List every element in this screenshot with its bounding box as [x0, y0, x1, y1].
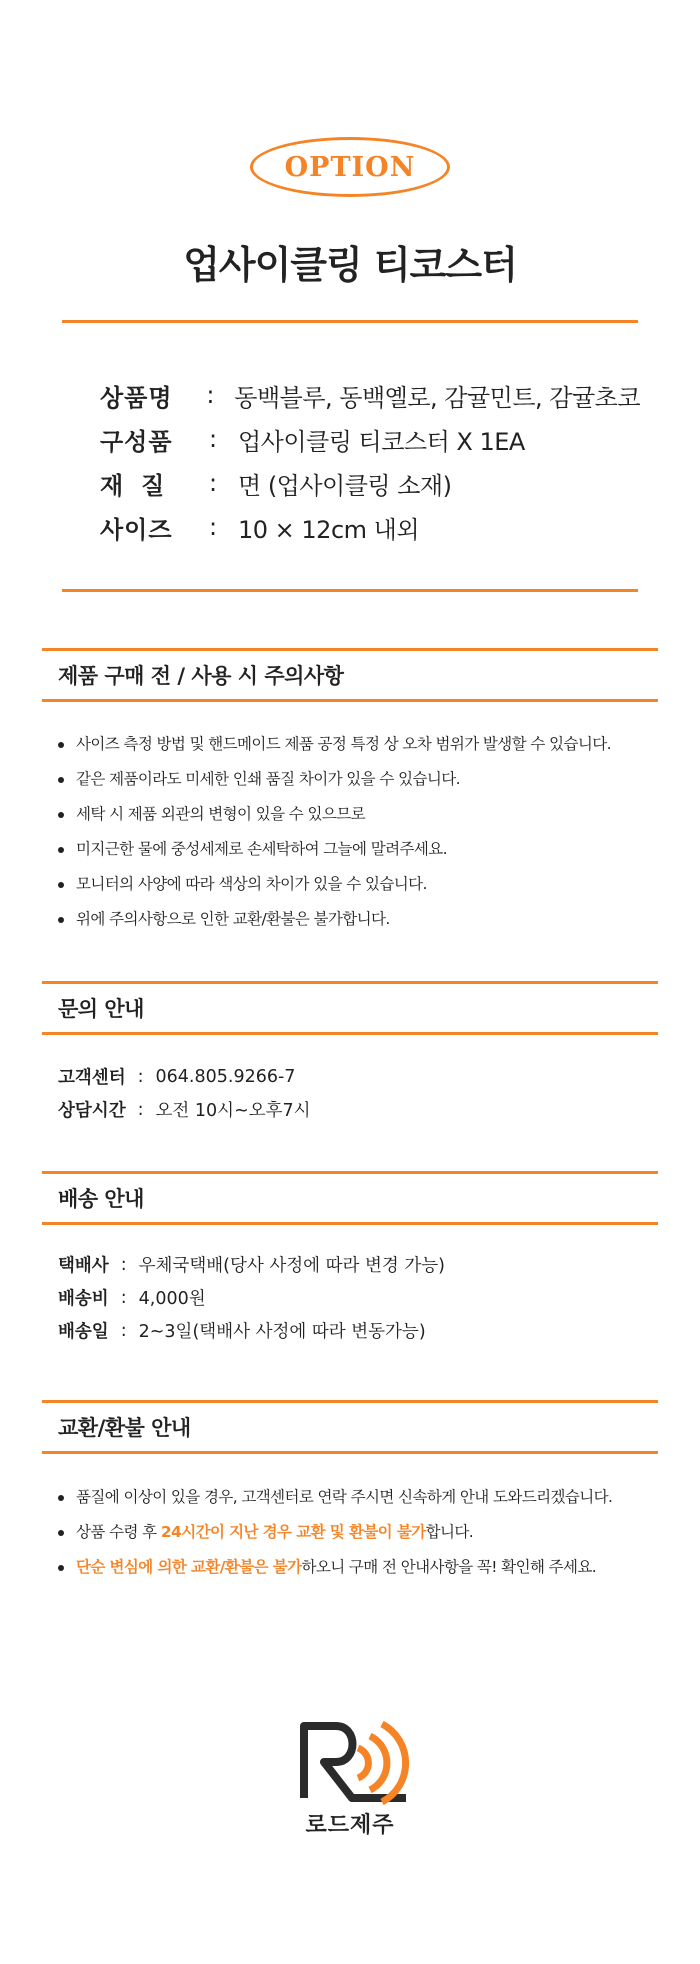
- option-badge: OPTION: [250, 137, 450, 197]
- list-text: 상품 수령 후: [76, 1523, 161, 1541]
- spec-label: 재질: [100, 471, 183, 500]
- info-colon: :: [120, 1320, 127, 1341]
- info-row-delivery-days: [58, 1314, 658, 1347]
- shipping-rows: [58, 1248, 658, 1347]
- highlight-text: 단순 변심에 의한 교환/환불은 불가: [76, 1558, 302, 1576]
- highlight-text: 24시간이 지난 경우 교환 및 환불이 불가: [160, 1523, 426, 1541]
- list-item: 세탁 시 제품 외관의 변형이 있을 수 있으므로: [58, 797, 668, 832]
- info-value: 우체국택배(당사 사정에 따라 변경 가능): [138, 1256, 446, 1276]
- info-value: 064.805.9266-7: [155, 1066, 296, 1087]
- info-value: 오전 10시~오후7시: [155, 1101, 311, 1121]
- spec-colon: :: [208, 469, 218, 497]
- shipping-section-title: 배송 안내: [42, 1171, 658, 1225]
- spec-value: 면 (업사이클링 소재): [238, 471, 452, 500]
- spec-row-components: [100, 417, 640, 461]
- spec-label: 상품명: [100, 383, 173, 412]
- list-text: 합니다.: [425, 1523, 474, 1541]
- list-item: 위에 주의사항으로 인한 교환/환불은 불가합니다.: [58, 902, 668, 937]
- exchange-list: [58, 1480, 668, 1585]
- spec-value: 10 × 12cm 내외: [238, 515, 420, 544]
- spec-colon: :: [206, 381, 215, 409]
- info-row-courier: [58, 1248, 658, 1281]
- list-item: 품질에 이상이 있을 경우, 고객센터로 연락 주시면 신속하게 안내 도와드리겠습니다.: [58, 1480, 668, 1515]
- spec-label: 사이즈: [100, 515, 173, 544]
- spec-row-size: [100, 505, 640, 549]
- exchange-section-title: 교환/환불 안내: [42, 1400, 658, 1454]
- spec-label: 구성품: [100, 427, 173, 456]
- list-item: 미지근한 물에 중성세제로 손세탁하여 그늘에 말려주세요.: [58, 832, 668, 867]
- info-row-customer-center: [58, 1060, 658, 1093]
- caution-section-title: 제품 구매 전 / 사용 시 주의사항: [42, 648, 658, 702]
- list-item: 모니터의 사양에 따라 색상의 차이가 있을 수 있습니다.: [58, 867, 668, 902]
- list-item: [58, 1550, 668, 1585]
- spec-colon: :: [208, 513, 218, 541]
- info-row-fee: [58, 1281, 658, 1314]
- info-label: 택배사: [58, 1256, 109, 1276]
- info-colon: :: [137, 1066, 144, 1087]
- spec-value: 동백블루, 동백옐로, 감귤민트, 감귤초코: [234, 383, 640, 412]
- list-item: 같은 제품이라도 미세한 인쇄 품질 차이가 있을 수 있습니다.: [58, 762, 668, 797]
- info-label: 배송일: [58, 1322, 109, 1342]
- spec-table: [100, 373, 640, 549]
- info-colon: :: [120, 1287, 127, 1308]
- divider-top: [62, 320, 638, 323]
- product-title: 업사이클링 티코스터: [183, 243, 517, 287]
- inquiry-rows: [58, 1060, 658, 1126]
- spec-row-name: [100, 373, 640, 417]
- info-label: 고객센터: [58, 1068, 126, 1088]
- info-row-hours: [58, 1093, 658, 1126]
- info-colon: :: [137, 1099, 144, 1120]
- info-value: 4,000원: [138, 1289, 206, 1309]
- road-jeju-logo-icon: [300, 1712, 410, 1822]
- list-item: [58, 1515, 668, 1550]
- inquiry-section-title: 문의 안내: [42, 981, 658, 1035]
- spec-value: 업사이클링 티코스터 X 1EA: [238, 427, 525, 456]
- spec-colon: :: [208, 425, 218, 453]
- list-item: 사이즈 측정 방법 및 핸드메이드 제품 공정 특정 상 오차 범위가 발생할 수 있습니다.: [58, 727, 668, 762]
- brand-name: 로드제주: [305, 1813, 395, 1838]
- info-value: 2~3일(택배사 사정에 따라 변동가능): [138, 1322, 426, 1342]
- list-text: 하오니 구매 전 안내사항을 꼭! 확인해 주세요.: [301, 1558, 597, 1576]
- caution-list: [58, 727, 668, 937]
- spec-row-material: [100, 461, 640, 505]
- divider-bottom: [62, 589, 638, 592]
- info-label: 상담시간: [58, 1101, 126, 1121]
- info-label: 배송비: [58, 1289, 109, 1309]
- info-colon: :: [120, 1254, 127, 1275]
